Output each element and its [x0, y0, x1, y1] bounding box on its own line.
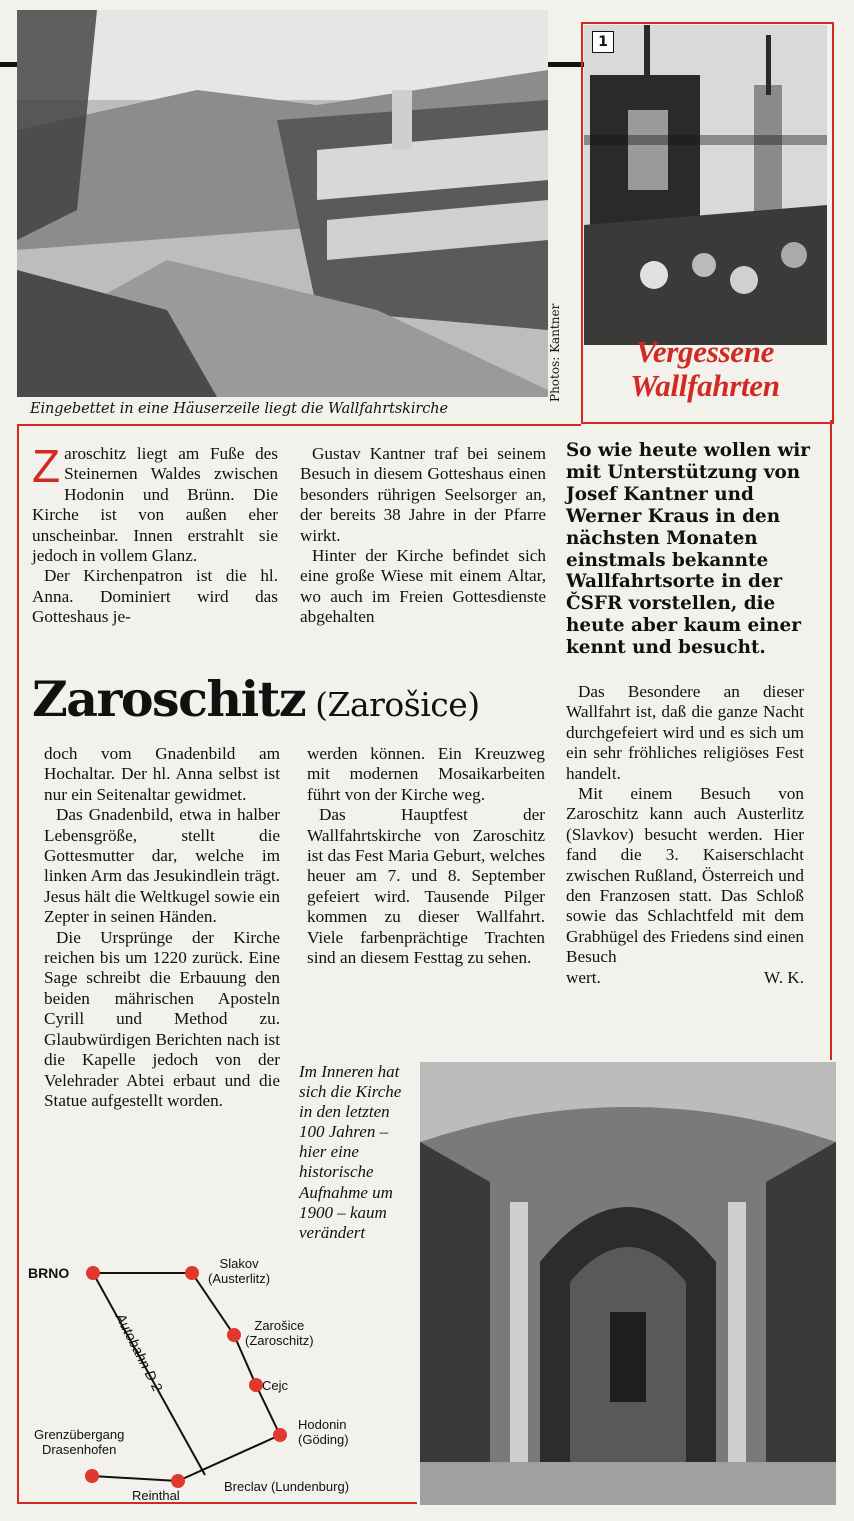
map-label-grenz-1: Grenzübergang: [34, 1427, 125, 1442]
article-frame-top: [17, 424, 581, 426]
kicker-line-2: Wallfahrten: [630, 368, 780, 403]
article-col2-bottom: [307, 744, 545, 968]
map-label-grenz-2: Drasenhofen: [41, 1442, 117, 1457]
paragraph: Mit einem Besuch von Zaroschitz kann auch Austerlitz (Slavkov) besucht werden. Hier fand die 3. Kaiserschlacht zwischen Rußland, Österreich und den Franzosen statt. Das Schloß sowie das Schlachtfeld mit dem Grabhügel des Friedens sind einen Besuch: [566, 784, 804, 967]
article-col2-top: [300, 444, 546, 628]
paragraph: aroschitz liegt am Fuße des Steinernen Waldes zwischen Hodonin und Brünn. Die Kirche ist von außen eher unscheinbar. Innen erstrahlt sie jedoch in vollem Glanz.: [32, 444, 278, 566]
map-label-zarosice-1: Zarošice: [254, 1318, 305, 1333]
paragraph: Das Hauptfest der Wallfahrtskirche von Zaroschitz ist das Fest Maria Geburt, welches heuer am 7. und 8. September gefeiert wird. Tausende Pilger kommen zu dieser Wallfahrt. Viele farbenprächtige Trachten sind an diesem Festtag zu sehen.: [307, 805, 545, 968]
paragraph: werden können. Ein Kreuzweg mit modernen Mosaikarbeiten führt von der Kirche weg.: [307, 744, 545, 804]
map-label-slakov-2: (Austerlitz): [208, 1271, 271, 1286]
map-label-cejc: Cejc: [262, 1378, 289, 1393]
map-label-slakov: [208, 1256, 270, 1286]
paragraph: doch vom Gnadenbild am Hochaltar. Der hl. Anna selbst ist nur ein Seitenaltar gewidmet.: [44, 744, 280, 804]
top-photo-caption: Eingebettet in eine Häuserzeile liegt die Wallfahrtskirche: [30, 401, 448, 417]
series-kicker: [585, 335, 825, 403]
article-col1-top: [32, 440, 278, 628]
town-photo: [17, 10, 548, 397]
slakov-dot: [185, 1266, 199, 1280]
last-word: wert.: [566, 967, 601, 987]
signoff: [566, 968, 804, 988]
map-label-autobahn: Autobahn D 2: [112, 1310, 166, 1395]
paragraph: Hinter der Kirche befindet sich eine große Wiese mit einem Altar, wo auch im Freien Gottesdienste abgehalten: [300, 546, 546, 627]
paragraph: Das Gnadenbild, etwa in halber Lebensgröße, stellt die Gottesmutter dar, welche im linken Arm das Jesukindlein trägt. Jesus hält die Weltkugel sowie ein Zepter in seinen Händen.: [44, 805, 280, 927]
map-label-brno: BRNO: [28, 1265, 70, 1281]
article-frame-right: [830, 420, 832, 1060]
headline: [32, 670, 480, 728]
paragraph: Der Kirchenpatron ist die hl. Anna. Dominiert wird das Gotteshaus je-: [32, 566, 278, 627]
series-number-badge: 1: [592, 31, 614, 53]
author-signature: W. K.: [764, 967, 804, 987]
photo-credit: Photos: Kantner: [548, 303, 562, 402]
map-label-reinthal: Reinthal: [132, 1488, 180, 1503]
article-col3: [566, 682, 804, 988]
zarosice-dot: [227, 1328, 241, 1342]
interior-photo: [420, 1062, 836, 1505]
route-map: [20, 1250, 420, 1500]
procession-photo: [584, 25, 827, 345]
map-label-hodonin: [298, 1417, 349, 1447]
map-label-breclav: Breclav (Lundenburg): [224, 1479, 350, 1494]
headline-subtitle: (Zarošice): [315, 685, 480, 724]
paragraph: Das Besondere an dieser Wallfahrt ist, daß die ganze Nacht durchgefeiert wird und es sich um ein sehr fröhliches religiöses Fest handelt.: [566, 682, 804, 783]
article-frame-bottom: [17, 1502, 417, 1504]
drop-cap: Z: [32, 440, 61, 492]
brno-dot: [86, 1266, 100, 1280]
map-label-slakov-1: Slakov: [219, 1256, 259, 1271]
breclav-dot: [171, 1474, 185, 1488]
kicker-line-1: Vergessene: [635, 334, 775, 369]
headline-title: Zaroschitz: [32, 670, 306, 728]
map-label-hodonin-2: (Göding): [298, 1432, 349, 1447]
article-col1-bottom: [44, 744, 280, 1111]
series-intro: So wie heute wollen wir mit Unterstützung von Josef Kantner und Werner Kraus in den nächsten Monaten einstmals bekannte Wallfahrtsorte in der ČSFR vorstellen, die heute aber kaum einer kennt und besucht.: [566, 440, 810, 659]
cejc-dot: [249, 1378, 263, 1392]
paragraph: Gustav Kantner traf bei seinem Besuch in diesem Gotteshaus einen besonders rührigen Seelsorger an, der bereits 38 Jahre in der Pfarre wirkt.: [300, 444, 546, 545]
interior-caption: Im Inneren hat sich die Kirche in den letzten 100 Jahren – hier eine historische Aufnahme um 1900 – kaum verändert: [299, 1062, 402, 1242]
map-label-grenz: [34, 1427, 124, 1457]
grenz-dot: [85, 1469, 99, 1483]
article-frame-left: [17, 424, 19, 1504]
top-rule-right: [548, 62, 584, 67]
map-label-hodonin-1: Hodonin: [298, 1417, 347, 1432]
map-label-zarosice: [245, 1318, 314, 1348]
map-label-zarosice-2: (Zaroschitz): [245, 1333, 314, 1348]
hodonin-dot: [273, 1428, 287, 1442]
paragraph: Die Ursprünge der Kirche reichen bis um 1220 zurück. Eine Sage schreibt die Erbauung den beiden mährischen Aposteln Cyrill und Method zu. Glaubwürdigen Berichten nach ist die Kapelle jedoch von der Velehrader Abtei erbaut und die Statue aufgestellt worden.: [44, 927, 280, 1110]
